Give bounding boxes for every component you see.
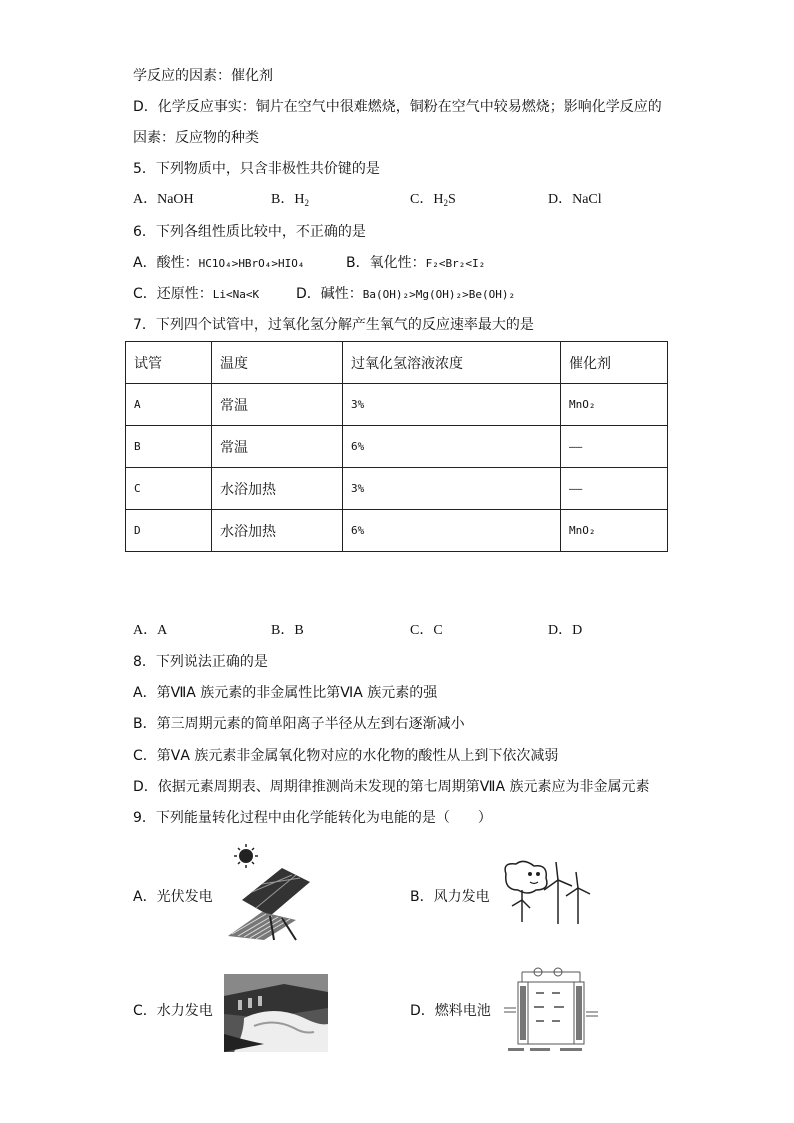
- q5-option-d: D．NaCl: [548, 192, 602, 207]
- q6-option-d: D．碱性：Ba(OH)₂>Mg(OH)₂>Be(OH)₂: [296, 286, 516, 302]
- question-5: 5．下列物质中，只含非极性共价键的是: [133, 161, 380, 177]
- q8-option-d: D．依据元素周期表、周期律推测尚未发现的第七周期第ⅦA 族元素应为非金属元素: [133, 779, 650, 795]
- table-cell: 3%: [343, 468, 561, 510]
- text-line: 学反应的因素：催化剂: [133, 68, 273, 84]
- q6-option-c: C．还原性：Li<Na<K: [133, 286, 260, 302]
- table-cell: MnO₂: [561, 510, 668, 552]
- table-header-row: [126, 342, 668, 384]
- table-header-cell: 温度: [212, 342, 343, 384]
- q9-option-c: C．水力发电: [133, 1003, 213, 1019]
- q8-option-b: B．第三周期元素的简单阳离子半径从左到右逐渐减小: [133, 716, 465, 732]
- table-cell: MnO₂: [561, 384, 668, 426]
- hydro-dam-image: [224, 974, 328, 1052]
- q5-option-c: C．$H_2S$: [410, 192, 456, 208]
- table-row: [126, 510, 668, 552]
- q6-option-a: A．酸性：HC1O₄>HBrO₄>HIO₄: [133, 255, 305, 271]
- wind-turbine-image: [500, 860, 592, 930]
- table-row: [126, 384, 668, 426]
- q7-option-b: B．B: [271, 623, 304, 638]
- q7-option-d: D．D: [548, 623, 583, 638]
- table-cell: ——: [561, 426, 668, 468]
- table-row: [126, 468, 668, 510]
- q7-option-c: C．C: [410, 623, 443, 638]
- table-row: [126, 426, 668, 468]
- table-header-cell: 催化剂: [561, 342, 668, 384]
- q5-option-b: B．$H_2$: [271, 192, 309, 208]
- reaction-table: [125, 341, 668, 552]
- table-cell: C: [126, 468, 212, 510]
- q9-option-a: A．光伏发电: [133, 889, 213, 905]
- table-cell: 3%: [343, 384, 561, 426]
- q5-option-a: A．NaOH: [133, 192, 194, 207]
- table-cell: 常温: [212, 426, 343, 468]
- text-line: 因素：反应物的种类: [133, 130, 259, 146]
- table-cell: A: [126, 384, 212, 426]
- question-8: 8．下列说法正确的是: [133, 654, 268, 670]
- table-cell: 水浴加热: [212, 468, 343, 510]
- table-cell: ——: [561, 468, 668, 510]
- q8-option-c: C．第ⅤA 族元素非金属氧化物对应的水化物的酸性从上到下依次减弱: [133, 748, 559, 764]
- table-header-cell: 试管: [126, 342, 212, 384]
- question-6: 6．下列各组性质比较中，不正确的是: [133, 224, 366, 240]
- q8-option-a: A．第ⅦA 族元素的非金属性比第ⅥA 族元素的强: [133, 685, 438, 701]
- q9-option-b: B．风力发电: [410, 889, 490, 905]
- table-cell: D: [126, 510, 212, 552]
- q7-option-a: A．A: [133, 623, 168, 638]
- q9-option-d: D．燃料电池: [410, 1003, 491, 1019]
- text-line: D．化学反应事实：铜片在空气中很难燃烧，铜粉在空气中较易燃烧；影响化学反应的: [133, 99, 662, 115]
- table-cell: 常温: [212, 384, 343, 426]
- fuel-cell-image: [500, 962, 602, 1056]
- question-7: 7．下列四个试管中，过氧化氢分解产生氧气的反应速率最大的是: [133, 317, 534, 333]
- table-cell: 6%: [343, 426, 561, 468]
- table-cell: 水浴加热: [212, 510, 343, 552]
- table-cell: 6%: [343, 510, 561, 552]
- solar-panel-image: [222, 842, 318, 942]
- table-header-cell: 过氧化氢溶液浓度: [343, 342, 561, 384]
- question-9: 9．下列能量转化过程中由化学能转化为电能的是（ ）: [133, 810, 492, 826]
- q6-option-b: B．氧化性：F₂<Br₂<I₂: [346, 255, 486, 271]
- table-cell: B: [126, 426, 212, 468]
